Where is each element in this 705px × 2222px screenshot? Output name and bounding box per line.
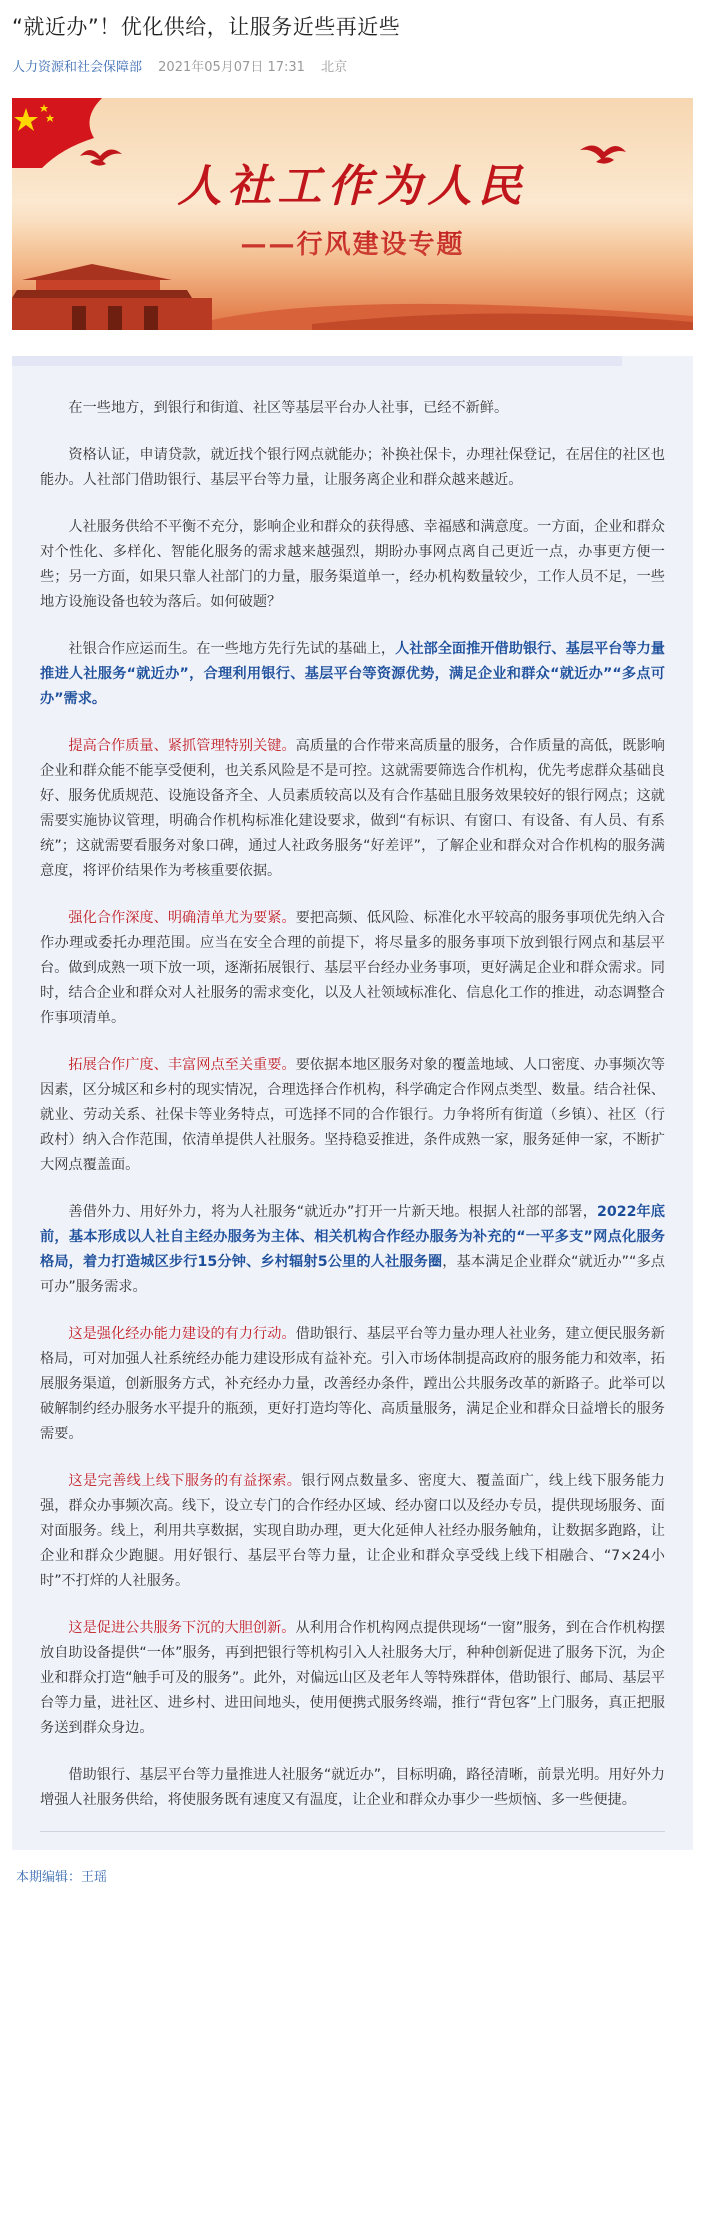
article-datetime: 2021年05月07日 17:31 [158, 60, 305, 75]
article-paragraph [40, 1469, 665, 1594]
body-divider [40, 1831, 665, 1832]
article-meta [12, 56, 693, 76]
paragraph-text: 银行网点数量多、密度大、覆盖面广，线上线下服务能力强，群众办事频次高。线下，设立专门的合作经办区域、经办窗口以及经办专员，提供现场服务、面对面服务。线上，利用共享数据，实现自助办理，更大化延伸人社经办服务触角，让数据多跑路，让企业和群众少跑腿。用好银行、基层平台等力量，让企业和群众享受线上线下相融合、“7×24小时”不打烊的人社服务。 [40, 1473, 665, 1589]
article-paragraph [40, 396, 665, 421]
article-title: “就近办”！优化供给，让服务近些再近些 [12, 15, 401, 39]
article-paragraph [40, 734, 665, 884]
paragraph-text: 借助银行、基层平台等力量推进人社服务“就近办”，目标明确，路径清晰，前景光明。用好外力增强人社服务供给，将使服务既有速度又有温度，让企业和群众办事少一些烦恼、多一些便捷。 [40, 1767, 665, 1808]
paragraph-list [40, 396, 665, 1813]
article-paragraph [40, 906, 665, 1031]
paragraph-text: 人社服务供给不平衡不充分，影响企业和群众的获得感、幸福感和满意度。一方面，企业和群众对个性化、多样化、智能化服务的需求越来越强烈，期盼办事网点离自己更近一点，办事更方便一些；另一方面，如果只靠人社部门的力量，服务渠道单一，经办机构数量较少，工作人员不足，一些地方设施设备也较为落后。如何破题？ [40, 519, 665, 610]
paragraph-key-highlight: 人社部全面推开借助银行、基层平台等力量推进人社服务“就近办”，合理利用银行、基层平台等资源优势，满足企业和群众“就近办”“多点可办”需求。 [40, 641, 665, 707]
paragraph-lead-highlight: 强化合作深度、明确清单尤为要紧。 [68, 910, 296, 926]
banner-image [12, 98, 693, 330]
paragraph-text: 借助银行、基层平台等力量办理人社业务，建立便民服务新格局，可对加强人社系统经办能力建设形成有益补充。引入市场体制提高政府的服务能力和效率，拓展服务渠道，创新服务方式，补充经办力量，改善经办条件，蹚出公共服务改革的新路子。此举可以破解制约经办服务水平提升的瓶颈，更好打造均等化、高质量服务，满足企业和群众日益增长的服务需要。 [40, 1326, 665, 1442]
banner-title: 人社工作为人民 [177, 161, 528, 212]
article-paragraph [40, 1763, 665, 1813]
article-body [12, 356, 693, 1850]
article-paragraph [40, 443, 665, 493]
article-source-link[interactable]: 人力资源和社会保障部 [12, 60, 143, 75]
article-paragraph [40, 1053, 665, 1178]
paragraph-lead-highlight: 拓展合作广度、丰富网点至关重要。 [68, 1057, 296, 1073]
paragraph-lead-highlight: 这是完善线上线下服务的有益探索。 [68, 1473, 302, 1489]
paragraph-text: 在一些地方，到银行和街道、社区等基层平台办人社事，已经不新鲜。 [68, 400, 509, 416]
paragraph-text: 善借外力、用好外力，将为人社服务“就近办”打开一片新天地。根据人社部的部署， [68, 1204, 597, 1220]
body-top-bar [12, 356, 622, 366]
paragraph-text: 从利用合作机构网点提供现场“一窗”服务，到在合作机构摆放自助设备提供“一体”服务，再到把银行等机构引入人社服务大厅，种种创新促进了服务下沉，为企业和群众打造“触手可及的服务”。此外，对偏远山区及老年人等特殊群体，借助银行、邮局、基层平台等力量，进社区、进乡村、进田间地头，使用便携式服务终端，推行“背包客”上门服务，真正把服务送到群众身边。 [40, 1620, 665, 1736]
article-paragraph [40, 1616, 665, 1741]
paragraph-lead-highlight: 这是强化经办能力建设的有力行动。 [68, 1326, 296, 1342]
article-paragraph [40, 1322, 665, 1447]
paragraph-lead-highlight: 提高合作质量、紧抓管理特别关键。 [68, 738, 296, 754]
paragraph-lead-highlight: 这是促进公共服务下沉的大胆创新。 [68, 1620, 296, 1636]
article-paragraph [40, 1200, 665, 1300]
paragraph-text: 社银合作应运而生。在一些地方先行先试的基础上， [68, 641, 396, 657]
tiananmen-illustration [12, 220, 693, 330]
article-paragraph [40, 637, 665, 712]
paragraph-text: 要依据本地区服务对象的覆盖地域、人口密度、办事频次等因素，区分城区和乡村的现实情况，合理选择合作机构，科学确定合作网点类型、数量。结合社保、就业、劳动关系、社保卡等业务特点，可选择不同的合作银行。力争将所有街道（乡镇）、社区（行政村）纳入合作范围，依清单提供人社服务。坚持稳妥推进，条件成熟一家，服务延伸一家，不断扩大网点覆盖面。 [40, 1057, 665, 1173]
editor-credit: 本期编辑：王瑶 [16, 1870, 108, 1885]
paragraph-text: 高质量的合作带来高质量的服务，合作质量的高低，既影响企业和群众能不能享受便利，也关系风险是不是可控。这就需要筛选合作机构，优先考虑群众基础良好、服务优质规范、设施设备齐全、人员素质较高以及有合作基础且服务效果较好的银行网点；这就需要实施协议管理，明确合作机构标准化建设要求，做到“有标识、有窗口、有设备、有人员、有系统”；这就需要看服务对象口碑，通过人社政务服务“好差评”，了解企业和群众对合作机构的服务满意度，将评价结果作为考核重要依据。 [40, 738, 665, 879]
paragraph-text: 要把高频、低风险、标准化水平较高的服务事项优先纳入合作办理或委托办理范围。应当在安全合理的前提下，将尽量多的服务事项下放到银行网点和基层平台。做到成熟一项下放一项，逐渐拓展银行、基层平台经办业务事项，更好满足企业和群众需求。同时，结合企业和群众对人社服务的需求变化，以及人社领域标准化、信息化工作的推进，动态调整合作事项清单。 [40, 910, 665, 1026]
article-location: 北京 [321, 60, 348, 75]
paragraph-text: ，基本满足企业群众“就近办”“多点可办”服务需求。 [40, 1254, 665, 1295]
paragraph-text: 资格认证，申请贷款，就近找个银行网点就能办；补换社保卡，办理社保登记，在居住的社区也能办。人社部门借助银行、基层平台等力量，让服务离企业和群众越来越近。 [40, 447, 665, 488]
article-paragraph [40, 515, 665, 615]
paragraph-key-highlight: 2022年底前，基本形成以人社自主经办服务为主体、相关机构合作经办服务为补充的“一平多支”网点化服务格局，着力打造城区步行15分钟、乡村辐射5公里的人社服务圈 [40, 1204, 665, 1270]
